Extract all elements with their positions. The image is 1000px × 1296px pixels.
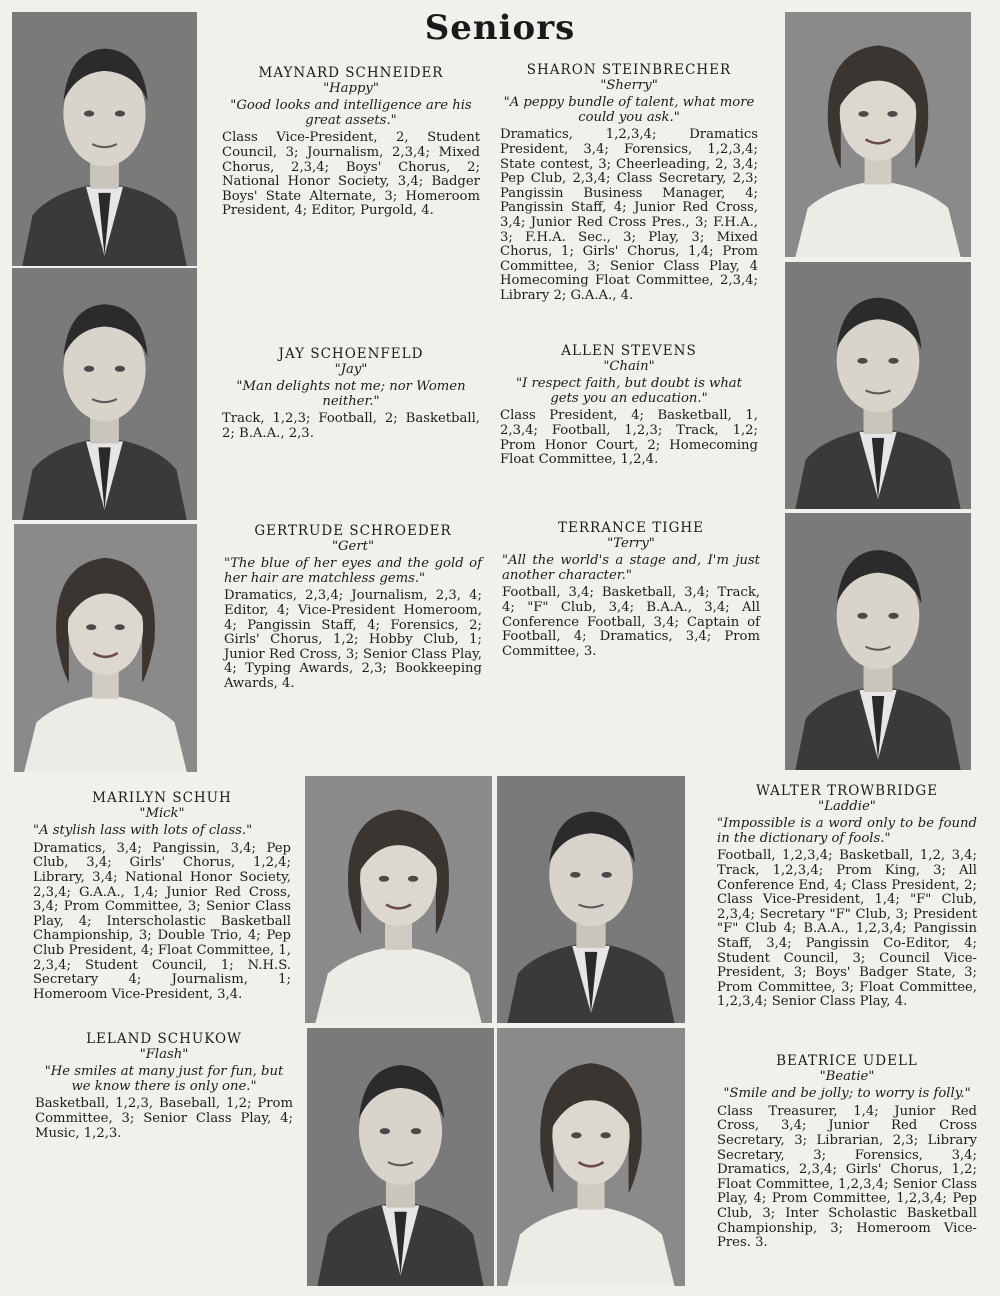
student-quote: "Man delights not me; nor Women neither." [236,379,466,409]
bio-terrance-tighe [502,521,760,659]
student-nickname: "Terry" [607,535,655,551]
student-activities: Dramatics, 1,2,3,4; Dramatics President, 3,4; Forensics, 1,2,3,4; State contest, 3; Cheerleading, 2, 3,4; Pep Club, 2,3,4; Class Secretary, 2,3; Pangissin Business Manager, 4; Pangissin Staff, 4; Junior Red Cross, 3,4; Junior Red Cross Pres., 3; F.H.A., 3; F.H.A. Sec., 3; Play, 3; Mixed Chorus, 1; Girls' Chorus, 1,4; Prom Committee, 3; Senior Class Play, 4 Homecoming Float Committee, 2,3,4; Library 2; G.A.A., 4. [500,127,758,303]
student-nickname: "Laddie" [818,798,876,814]
student-name: ALLEN STEVENS [561,343,697,359]
student-nickname: "Happy" [323,80,379,96]
bio-leland-schukow [35,1032,293,1141]
student-quote: "He smiles at many just for fun, but we know there is only one." [44,1064,284,1094]
bio-jay-schoenfeld [222,347,480,442]
student-quote: "All the world's a stage and, I'm just another character." [502,553,760,583]
student-nickname: "Gert" [331,538,375,554]
photo-beatrice-udell [497,1028,685,1286]
student-name: GERTRUDE SCHROEDER [254,523,452,539]
student-name: SHARON STEINBRECHER [526,62,732,78]
student-activities: Class Vice-President, 2, Student Council, 3; Journalism, 2,3,4; Mixed Chorus, 2,3,4; Boys' Chorus, 2; National Honor Society, 3,4; Badger Boys' State Alternate, 3; Homeroom President, 4; Editor, Purgold, 4. [222,130,480,219]
student-name: MARILYN SCHUH [92,790,232,806]
student-quote: "The blue of her eyes and the gold of her hair are matchless gems." [224,556,482,586]
student-name: BEATRICE UDELL [776,1053,918,1069]
student-name: WALTER TROWBRIDGE [755,783,939,799]
student-nickname: "Jay" [334,361,368,377]
bio-allen-stevens [500,344,758,468]
page-title: Seniors [424,8,576,48]
photo-gertrude-schroeder [14,524,197,772]
photo-terrance-tighe [785,513,971,770]
student-quote: "Impossible is a word only to be found in the dictionary of fools." [717,816,977,846]
student-quote: "Good looks and intelligence are his great assets." [230,98,472,128]
student-activities: Football, 3,4; Basketball, 3,4; Track, 4; "F" Club, 3,4; B.A.A., 3,4; All Conference Football, 3,4; Captain of Football, 4; Dramatics, 3,4; Prom Committee, 3. [502,585,760,659]
student-name: LELAND SCHUKOW [86,1031,242,1047]
student-activities: Football, 1,2,3,4; Basketball, 1,2, 3,4; Track, 1,2,3,4; Prom King, 3; All Conference End, 4; Class President, 2; Class Vice-President, 1,4; "F" Club, 2,3,4; Secretary "F" Club, 3; President "F" Club 4; B.A.A., 1,2,3,4; Pangissin Staff, 3,4; Pangissin Co-Editor, 4; Student Council, 3; Council Vice-President, 3; Boys' Badger State, 3; Prom Committee, 3; Float Committee, 1,2,3,4; Senior Class Play, 4. [717,848,977,1010]
bio-gertrude-schroeder [224,524,482,692]
student-name: MAYNARD SCHNEIDER [258,65,444,81]
student-activities: Basketball, 1,2,3, Baseball, 1,2; Prom Committee, 3; Senior Class Play, 4; Music, 1,2,3. [35,1096,293,1141]
student-nickname: "Flash" [139,1046,189,1062]
student-activities: Dramatics, 2,3,4; Journalism, 2,3, 4; Editor, 4; Vice-President Homeroom, 4; Pangissin Staff, 4; Forensics, 2; Girls' Chorus, 1,2; Hobby Club, 1; Junior Red Cross, 3; Senior Class Play, 4; Typing Awards, 2,3; Bookkeeping Awards, 4. [224,588,482,691]
student-quote: "A stylish lass with lots of class." [33,823,253,839]
student-quote: "Smile and be jolly; to worry is folly." [723,1086,971,1102]
photo-jay-schoenfeld [12,268,197,520]
student-nickname: "Beatie" [819,1068,875,1084]
student-quote: "A peppy bundle of talent, what more could you ask." [503,95,755,125]
photo-leland-schukow [307,1028,494,1286]
student-name: JAY SCHOENFELD [278,346,424,362]
student-nickname: "Chain" [603,358,655,374]
bio-walter-trowbridge [717,784,977,1010]
student-activities: Track, 1,2,3; Football, 2; Basketball, 2; B.A.A., 2,3. [222,411,480,441]
student-name: TERRANCE TIGHE [558,520,704,536]
student-activities: Class Treasurer, 1,4; Junior Red Cross, 3,4; Junior Red Cross Secretary, 3; Librarian, 2,3; Library Secretary, 3; Forensics, 3,4; Dramatics, 2,3,4; Girls' Chorus, 1,2; Float Committee, 1,2,3,4; Senior Class Play, 4; Prom Committee, 1,2,3,4; Pep Club, 3; Inter Scholastic Basketball Championship, 3; Homeroom Vice-Pres. 3. [717,1103,977,1251]
photo-maynard-schneider [12,12,197,266]
photo-sharon-steinbrecher [785,12,971,257]
bio-marilyn-schuh [33,791,291,1002]
bio-maynard-schneider [222,66,480,219]
photo-marilyn-schuh [305,776,492,1023]
student-quote: "I respect faith, but doubt is what gets you an education." [516,376,742,406]
student-nickname: "Mick" [139,805,185,821]
photo-walter-trowbridge [497,776,685,1023]
student-nickname: "Sherry" [600,77,658,93]
bio-beatrice-udell [717,1054,977,1251]
student-activities: Class President, 4; Basketball, 1, 2,3,4; Football, 1,2,3; Track, 1,2; Prom Honor Court, 2; Homecoming Float Committee, 1,2,4. [500,408,758,468]
bio-sharon-steinbrecher [500,63,758,304]
photo-allen-stevens [785,262,971,509]
student-activities: Dramatics, 3,4; Pangissin, 3,4; Pep Club, 3,4; Girls' Chorus, 1,2,4; Library, 3,4; National Honor Society, 2,3,4; G.A.A., 1,4; Junior Red Cross, 3,4; Prom Committee, 3; Senior Class Play, 4; Interscholastic Basketball Championship, 3; Double Trio, 4; Pep Club President, 4; Float Committee, 1, 2,3,4; Student Council, 1; N.H.S. Secretary 4; Journalism, 1; Homeroom Vice-President, 3,4. [33,840,291,1002]
